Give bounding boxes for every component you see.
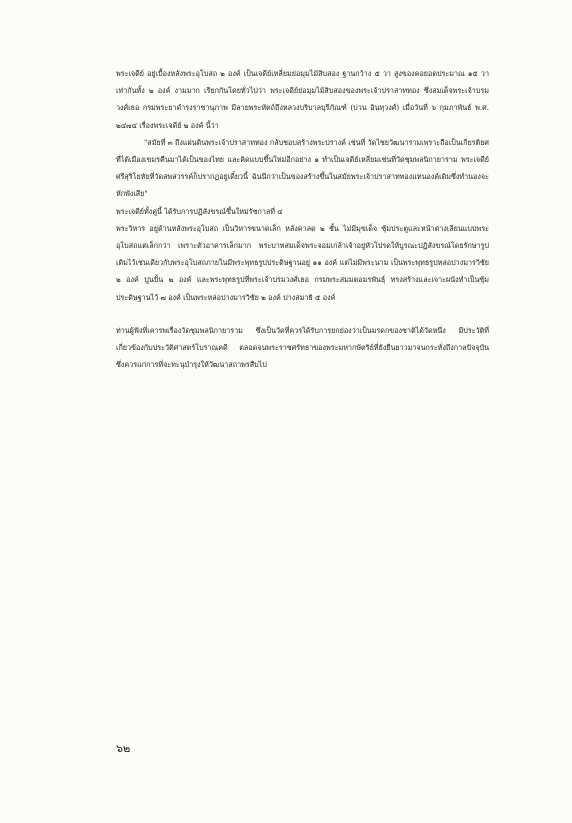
paragraph-spacer [116, 306, 489, 322]
vihara-paragraph: พระวิหาร อยู่ด้านหลังพระอุโบสถ เป็นวิหารขนาดเล็ก หลังคาลด ๒ ชั้น ไม่มีมุขเด็จ ซุ้มประตูและหน้าต่างเลียนแบบพระอุโบสถแต่เล็กกว่า เพราะตัวอาคารเล็กมาก พระบาทสมเด็จพระจอมเกล้าเจ้าอยู่หัวโปรดให้บูรณะปฏิสังขรณ์โดยรักษารูปเดิมไว้เช่นเดียวกับพระอุโบสถภายในมีพระพุทธรูปประดิษฐานอยู่ ๑๑ องค์ แต่ไม่มีพระนาม เป็นพระพุทธรูปหล่อปางมารวิชัย ๒ องค์ ปูนปั้น ๒ องค์ และพระพุทธรูปที่พระเจ้าบรมวงศ์เธอ กรมพระสมมตอมรพันธุ์ ทรงสร้างและเจาะผนังทำเป็นซุ้มประดิษฐานไว้ ๗ องค์ เป็นพระหล่อปางมารวิชัย ๒ องค์ ปางสมาธิ ๕ องค์ [116, 223, 489, 302]
closing-paragraph: ท่านผู้ฟังที่เคารพเรื่องวัดชุมพลนิกายาราม ซึ่งเป็นวัดที่ควรได้รับการยกย่องว่าเป็นมรดกของชาติได้วัดหนึ่ง มีประวัติที่เกี่ยวข้องกับประวัติศาสตร์โบราณคดี ตลอดจนพระราชศรัทธาของพระมหากษัตริย์ที่ยังยืนยาวมาจนกระทั่งถึงกาลปัจจุบัน ซึ่งควรแก่การที่จะทะนุบำรุงให้วัฒนาสถาพรสืบไป [116, 325, 489, 370]
page-number: ๖๒ [116, 742, 131, 755]
document-body [116, 65, 489, 373]
quoted-letter-paragraph: "สมัยที่ ๓ ถึงแผ่นดินพระเจ้าปราสาททอง กลับชอบสร้างพระปรางค์ เช่นที่ วัดไชยวัฒนารามเพราะถือเป็นเกียรติยศที่ได้เมืองเขมรคืนมาได้เป็นของไทย และคิดแบบขึ้นใหม่อีกอย่าง ๑ ทำเป็นเจดีย์เหลี่ยมเช่นที่วัดชุมพลนิกายาราม พระเจดีย์ศรีสุริโยทัยที่วัดสพสวรรค์ก็ปรากฏอยู่เดี๋ยวนี้ ฉันนึกว่าเป็นของสร้างขึ้นในสมัยพระเจ้าปราสาททองแทนองค์เดิมซึ่งทำนองจะหักพังเสีย" [116, 137, 489, 199]
restoration-paragraph: พระเจดีย์ทั้งคู่นี้ ได้รับการปฏิสังขรณ์ขึ้นใหม่รัชกาลที่ ๔ [116, 206, 283, 216]
chedi-paragraph: พระเจดีย์ อยู่เบื้องหลังพระอุโบสถ ๒ องค์ เป็นเจดีย์เหลี่ยมย่อมุมไม้สิบสอง ฐานกว้าง ๕ วา สูงของคอยอดประมาณ ๑๕ วา เท่ากันทั้ง ๒ องค์ งามมาก เรียกกันโดยทั่วไปว่า พระเจดีย์ย่อมุมไม้สิบสองของพระเจ้าปราสาททอง ซึ่งสมเด็จพระเจ้าบรมวงศ์เธอ กรมพระยาดำรงราชานุภาพ มีลายพระหัตถ์ถึงหลวงบริบาลบุรีภัณฑ์ (บ่วน อินทุวงศ์) เมื่อวันที่ ๖ กุมภาพันธ์ พ.ศ. ๒๔๗๔ เรื่องพระเจดีย์ ๒ องค์ นี้ว่า [116, 69, 489, 130]
